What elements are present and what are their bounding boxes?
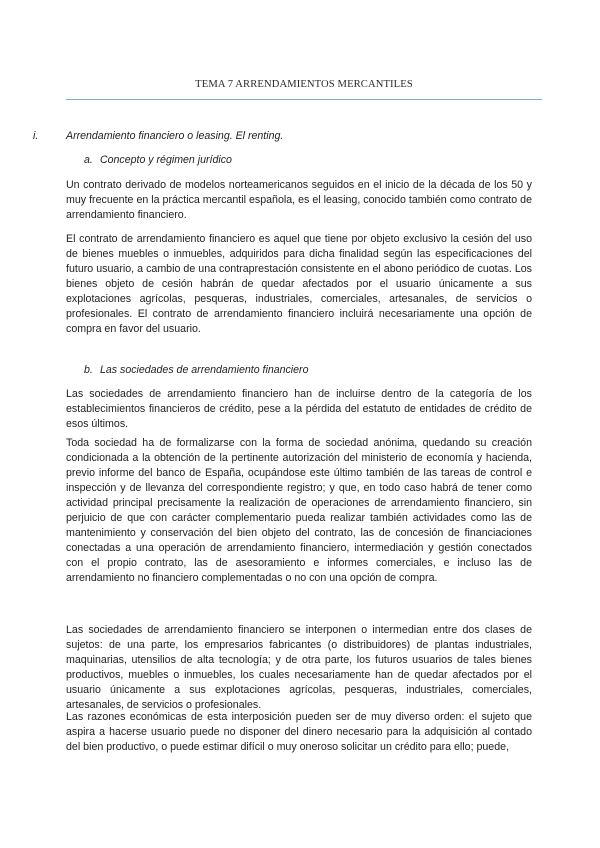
page-title: TEMA 7 ARRENDAMIENTOS MERCANTILES <box>195 79 413 90</box>
subsection-title: Las sociedades de arrendamiento financiero <box>100 364 309 376</box>
paragraph: Toda sociedad ha de formalizarse con la forma de sociedad anónima, quedando su creación condicionada a la obtención de la pertinente autorización del ministerio de economía y hacienda, previo informe del banco de España, ocupándose este último también de las tareas de control e inspección y de llevanza del correspondiente registro; y que, en todo caso habrá de tener como actividad principal precisamente la realización de operaciones de arrendamiento financiero, sin perjuicio de que con carácter complementario pueda realizar también actividades como las de mantenimiento y conservación del bien objeto del contrato, las de concesión de financiaciones conectadas a una operación de arrendamiento financiero, intermediación y gestión conectados con el propio contrato, las de asesoramiento e informes comerciales, e incluso las de arrendamiento no financiero complementadas o no con una opción de compra. <box>66 437 532 584</box>
paragraph: El contrato de arrendamiento financiero es aquel que tiene por objeto exclusivo la cesión del uso de bienes muebles o inmuebles, adquiridos para dicha finalidad según las especificaciones del futuro usuario, a cambio de una contraprestación consistente en el abono periódico de cuotas. Los bienes objeto de cesión habrán de quedar afectados por el usuario únicamente a sus explotaciones agrícolas, pesqueras, industriales, comerciales, artesanales, de servicios o profesionales. El contrato de arrendamiento financiero incluirá necesariamente una opción de compra en favor del usuario. <box>66 233 532 335</box>
section-title: Arrendamiento financiero o leasing. El renting. <box>66 130 284 142</box>
subsection-heading <box>84 364 308 376</box>
title-divider <box>66 99 542 100</box>
subsection-title: Concepto y régimen jurídico <box>100 154 232 166</box>
paragraph: Las sociedades de arrendamiento financiero han de incluirse dentro de la categoría de los establecimientos financieros de crédito, pese a la pérdida del estatuto de entidades de crédito de esos últimos. <box>66 388 532 430</box>
paragraph: Las razones económicas de esta interposición pueden ser de muy diverso orden: el sujeto que aspira a hacerse usuario puede no disponer del dinero necesario para la adquisición al contado del bien productivo, o puede estimar difícil o muy oneroso solicitar un crédito para ello; puede, <box>66 711 532 753</box>
subsection-heading <box>84 154 232 166</box>
subsection-letter: a. <box>84 154 93 166</box>
paragraph: Las sociedades de arrendamiento financiero se interponen o intermedian entre dos clases de sujetos: de una parte, los empresarios fabricantes (o distribuidores) de plantas industriales, maquinarias, utensilios de alta tecnología; y de otra parte, los futuros usuarios de tales bienes productivos, muebles o inmuebles, los cuales necesariamente han de quedar afectados por el usuario únicamente a sus explotaciones agrícolas, pesqueras, industriales, comerciales, artesanales, de servicios o profesionales. <box>66 624 532 711</box>
section-number: i. <box>33 130 39 142</box>
paragraph: Un contrato derivado de modelos norteamericanos seguidos en el inicio de la década de los 50 y muy frecuente en la práctica mercantil española, es el leasing, conocido también como contrato de arrendamiento financiero. <box>66 179 532 221</box>
subsection-letter: b. <box>84 364 93 376</box>
